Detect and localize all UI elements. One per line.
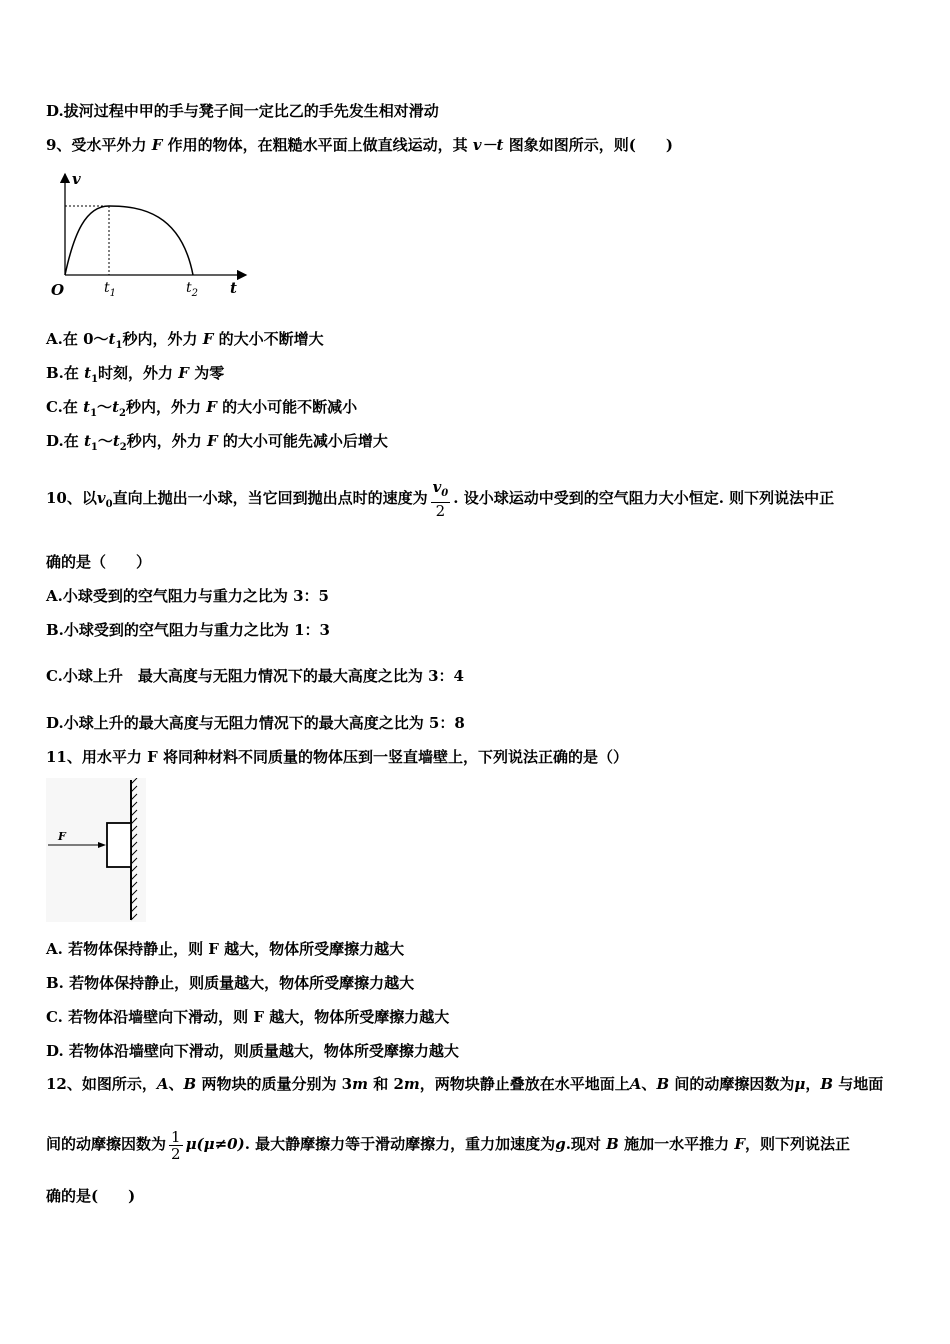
q11-wall-figure [46,778,146,922]
q9-graph-origin: O [51,281,65,299]
q9-stem-F: F [151,136,163,154]
q10-stem-line2: 确的是（ ） [46,553,152,571]
q11-option-a: A. 若物体保持静止，则 F 越大，物体所受摩擦力越大 [46,940,405,958]
q9-stem-text-b: 作用的物体，在粗糙水平面上做直线运动，其 [167,136,468,154]
q9-option-c: C.在 $t_1\sim t_2$秒内，外力 F 的大小可能不断减小 [46,398,358,419]
q10-option-a: A.小球受到的空气阻力与重力之比为 3：5 [46,587,329,605]
q9-stem-text-c: 图象如图所示，则( ) [508,136,673,154]
q9-graph-xlabel: t [230,279,237,297]
q10-option-c: C.小球上升 最大高度与无阻力情况下的最大高度之比为 3：4 [46,667,464,685]
q9-graph-t1: $t_1$ [104,280,117,299]
q9-stem [46,135,673,155]
q12-fraction: $\frac{1}{2}$ [171,1127,181,1163]
q11-option-b: B. 若物体保持静止，则质量越大，物体所受摩擦力越大 [46,974,415,992]
q9-graph-ylabel: v [72,170,81,188]
q12-stem-line1: 12、如图所示，A、B 两物块的质量分别为 3m 和 2m，两物块静止叠放在水平地面上A、B 间的动摩擦因数为μ，B 与地面 [46,1075,884,1093]
q10-fraction: $\frac{v_0}{2}$ [432,478,449,520]
q12-stem-line2: 间的动摩擦因数为 $\frac{1}{2}$ μ(μ≠0). 最大静摩擦力等于滑动摩擦力，重力加速度为g.现对 B 施加一水平推力 F，则下列说法正 [46,1127,850,1163]
q10-stem: 10、以$v_0$直向上抛出一小球，当它回到抛出点时的速度为 $\frac{v_0}{2}$ . 设小球运动中受到的空气阻力大小恒定. 则下列说法中正 [46,478,835,520]
q8-option-d: D.拔河过程中甲的手与凳子间一定比乙的手先发生相对滑动 [46,102,439,120]
q9-graph-t2: $t_2$ [186,280,199,299]
q9-graph-curve [65,206,193,275]
q11-option-c: C. 若物体沿墙壁向下滑动，则 F 越大，物体所受摩擦力越大 [46,1008,450,1026]
q9-stem-text-a: 9、受水平外力 [46,136,147,154]
q11-block [107,823,131,867]
q9-option-d: D.在 $t_1\sim t_2$秒内，外力 F 的大小可能先减小后增大 [46,432,388,453]
q11-force-label: F [58,830,66,843]
q12-stem-line3: 确的是( ) [46,1187,136,1205]
q9-vt-graph [46,168,256,303]
q10-option-b: B.小球受到的空气阻力与重力之比为 1：3 [46,621,330,639]
q11-option-d: D. 若物体沿墙壁向下滑动，则质量越大，物体所受摩擦力越大 [46,1042,459,1060]
q9-option-a: A.在 $0\sim t_1$秒内，外力 F 的大小不断增大 [46,330,324,351]
q9-option-b: B.在 $t_1$时刻，外力 F 为零 [46,364,225,385]
q10-option-d: D.小球上升的最大高度与无阻力情况下的最大高度之比为 5：8 [46,714,465,732]
q11-stem: 11、用水平力 F 将同种材料不同质量的物体压到一竖直墙壁上，下列说法正确的是（） [46,748,628,766]
q9-stem-vt: v－t [472,136,504,154]
